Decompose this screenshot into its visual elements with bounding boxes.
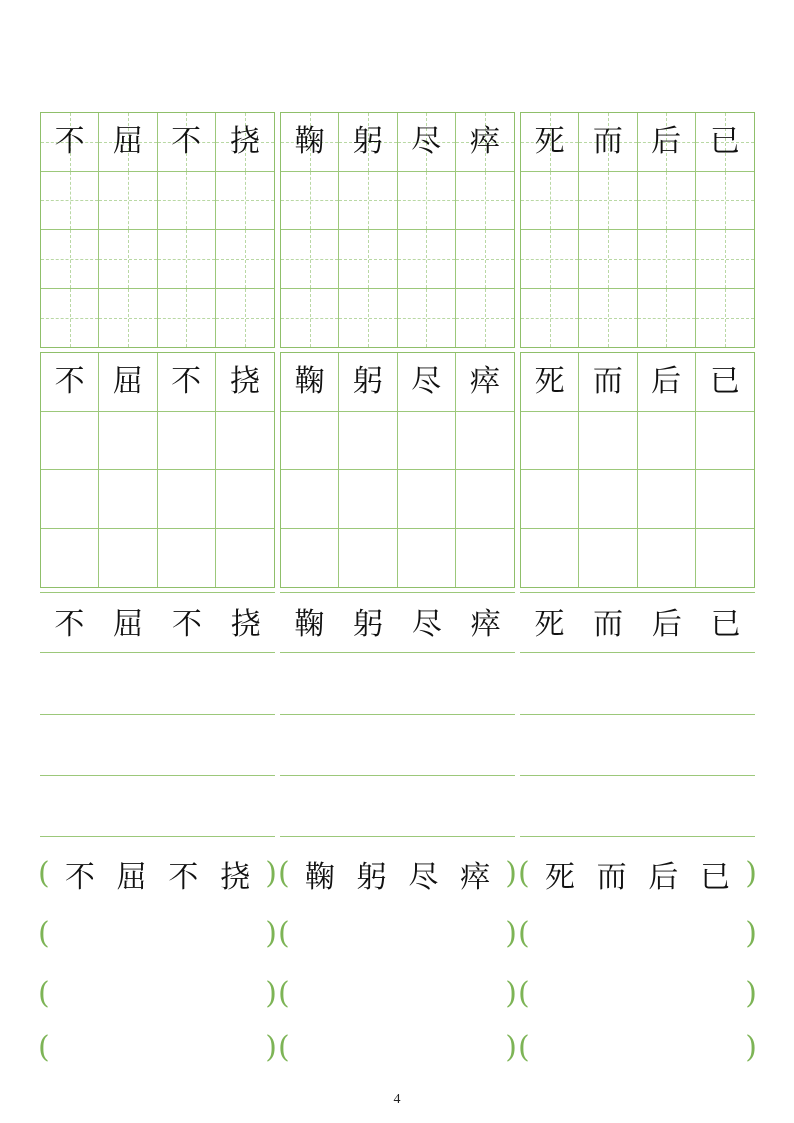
model-character: 挠 [229,363,260,399]
paren-writing-row[interactable] [520,1028,755,1068]
model-character: 屈 [113,607,144,642]
grid-cell[interactable] [521,412,579,471]
grid-cell[interactable] [216,289,274,348]
grid-cell[interactable] [696,230,754,289]
close-paren: ) [265,916,277,951]
ruled-line [280,775,515,776]
grid-cell[interactable] [638,412,696,471]
model-character: 后 [651,607,682,642]
model-character: 不 [168,860,199,895]
model-character: 不 [171,363,202,399]
ruled-model-phrase [520,607,755,642]
grid-cell[interactable] [696,172,754,231]
dashed-grid-block-3 [520,112,755,348]
dashed-grid-block-2 [280,112,515,348]
grid-cell[interactable] [41,113,99,172]
grid-cell[interactable] [216,412,274,471]
writing-line-area[interactable] [40,654,275,710]
ruled-line [40,775,275,776]
open-paren: ( [518,916,530,951]
grid-cell[interactable] [158,529,216,588]
dashed-grid-section [40,112,756,348]
grid-cell[interactable] [158,470,216,529]
writing-line-area[interactable] [520,716,755,772]
model-character: 不 [54,123,85,159]
close-paren: ) [265,1030,277,1065]
open-paren: ( [38,856,50,891]
grid-cell[interactable] [456,172,514,231]
model-character: 瘁 [469,123,500,159]
model-character: 鞠 [304,860,335,895]
model-character: 鞠 [294,363,325,399]
paren-writing-row[interactable] [520,914,755,954]
grid-cell[interactable] [41,412,99,471]
grid-cell[interactable] [579,289,637,348]
model-character: 后 [651,123,682,159]
grid-cell[interactable] [638,470,696,529]
grid-cell[interactable] [521,289,579,348]
model-character: 躬 [356,860,387,895]
plain-grid-block-1 [40,352,275,588]
close-paren: ) [745,1030,757,1065]
open-paren: ( [38,916,50,951]
open-paren: ( [278,916,290,951]
grid-cell[interactable] [158,289,216,348]
close-paren: ) [505,1030,517,1065]
paren-model-phrase [54,854,261,894]
close-paren: ) [505,976,517,1011]
grid-cell[interactable] [579,353,637,412]
model-character: 躬 [353,607,384,642]
grid-cell[interactable] [281,113,339,172]
grid-cell[interactable] [216,230,274,289]
paren-writing-row[interactable] [40,1028,275,1068]
model-character: 死 [544,860,575,895]
grid-cell[interactable] [579,529,637,588]
ruled-line [40,652,275,653]
paren-writing-row[interactable] [280,1028,515,1068]
close-paren: ) [505,916,517,951]
grid-cell[interactable] [638,172,696,231]
ruled-model-phrase [280,607,515,642]
grid-cell[interactable] [281,172,339,231]
grid-cell[interactable] [521,529,579,588]
grid-cell[interactable] [339,172,397,231]
paren-block-3 [520,852,755,1072]
paren-block-2 [280,852,515,1072]
paren-model-phrase [294,854,501,894]
grid-cell[interactable] [216,172,274,231]
grid-cell[interactable] [696,470,754,529]
grid-cell[interactable] [41,353,99,412]
model-character: 不 [54,363,85,399]
grid-cell[interactable] [398,113,456,172]
paren-writing-row[interactable] [280,914,515,954]
model-character: 躬 [352,363,383,399]
grid-cell[interactable] [99,412,157,471]
grid-cell[interactable] [638,113,696,172]
close-paren: ) [505,856,517,891]
grid-cell[interactable] [158,113,216,172]
model-character: 挠 [229,123,260,159]
plain-grid-block-2 [280,352,515,588]
ruled-line [520,775,755,776]
model-character: 已 [709,123,740,159]
grid-cell[interactable] [216,353,274,412]
grid-cell[interactable] [339,289,397,348]
grid-cell[interactable] [696,353,754,412]
grid-cell[interactable] [456,470,514,529]
model-character: 已 [710,607,741,642]
model-character: 屈 [112,363,143,399]
model-character: 而 [592,123,623,159]
grid-cell[interactable] [398,353,456,412]
model-character: 屈 [116,860,147,895]
grid-cell[interactable] [281,289,339,348]
grid-cell[interactable] [216,113,274,172]
ruled-line [40,836,275,837]
grid-cell[interactable] [521,113,579,172]
grid-cell[interactable] [521,172,579,231]
model-character: 瘁 [460,860,491,895]
grid-cell[interactable] [99,353,157,412]
grid-cell[interactable] [339,529,397,588]
grid-cell[interactable] [696,113,754,172]
grid-cell[interactable] [521,230,579,289]
model-character: 瘁 [470,607,501,642]
grid-cell[interactable] [398,289,456,348]
page-number: 4 [393,1092,401,1107]
model-character: 而 [593,607,624,642]
grid-cell[interactable] [638,529,696,588]
grid-cell[interactable] [456,412,514,471]
open-paren: ( [38,1030,50,1065]
grid-cell[interactable] [41,172,99,231]
model-character: 死 [534,363,565,399]
ruled-line [40,592,275,593]
model-character: 屈 [112,123,143,159]
grid-cell[interactable] [339,412,397,471]
model-character: 尽 [411,607,442,642]
paren-model-row [520,854,755,894]
grid-cell[interactable] [398,172,456,231]
writing-line-area[interactable] [280,654,515,710]
grid-cell[interactable] [216,470,274,529]
model-character: 死 [534,123,565,159]
grid-cell[interactable] [456,529,514,588]
grid-cell[interactable] [339,230,397,289]
ruled-lines-section [40,592,756,842]
model-character: 鞠 [294,607,325,642]
grid-cell[interactable] [521,470,579,529]
grid-cell[interactable] [339,353,397,412]
ruled-line [520,714,755,715]
grid-cell[interactable] [579,113,637,172]
grid-cell[interactable] [281,529,339,588]
grid-cell[interactable] [638,289,696,348]
model-character: 鞠 [294,123,325,159]
ruled-model-phrase [40,607,275,642]
grid-cell[interactable] [339,470,397,529]
grid-cell[interactable] [638,230,696,289]
grid-cell[interactable] [579,230,637,289]
model-character: 尽 [411,363,442,399]
model-character: 尽 [408,860,439,895]
plain-grid-block-3 [520,352,755,588]
writing-line-area[interactable] [520,654,755,710]
grid-cell[interactable] [638,353,696,412]
model-character: 不 [171,607,202,642]
grid-cell[interactable] [99,529,157,588]
grid-cell[interactable] [99,113,157,172]
grid-cell[interactable] [158,412,216,471]
grid-cell[interactable] [41,289,99,348]
model-character: 尽 [411,123,442,159]
model-character: 已 [700,860,731,895]
ruled-line [520,652,755,653]
ruled-line [520,592,755,593]
grid-cell[interactable] [158,353,216,412]
grid-cell[interactable] [99,172,157,231]
open-paren: ( [278,976,290,1011]
close-paren: ) [265,856,277,891]
model-character: 而 [592,363,623,399]
paren-block-1 [40,852,275,1072]
grid-cell[interactable] [696,529,754,588]
grid-cell[interactable] [398,230,456,289]
grid-cell[interactable] [696,412,754,471]
model-character: 不 [64,860,95,895]
grid-cell[interactable] [99,230,157,289]
grid-cell[interactable] [216,529,274,588]
paren-writing-row[interactable] [40,914,275,954]
model-character: 死 [534,607,565,642]
grid-cell[interactable] [281,353,339,412]
grid-cell[interactable] [41,529,99,588]
grid-cell[interactable] [398,470,456,529]
grid-cell[interactable] [281,230,339,289]
paren-writing-row[interactable] [40,974,275,1014]
grid-cell[interactable] [456,353,514,412]
model-character: 瘁 [469,363,500,399]
ruled-line [40,714,275,715]
paren-section [40,852,756,1072]
paren-model-row [40,854,275,894]
plain-grid-section [40,352,756,588]
grid-cell[interactable] [456,289,514,348]
open-paren: ( [518,1030,530,1065]
close-paren: ) [745,916,757,951]
grid-cell[interactable] [579,412,637,471]
model-character: 已 [709,363,740,399]
ruled-line [280,714,515,715]
paren-model-phrase [534,854,741,894]
writing-line-area[interactable] [40,777,275,833]
model-character: 后 [648,860,679,895]
grid-cell[interactable] [456,113,514,172]
grid-cell[interactable] [158,172,216,231]
model-character: 而 [596,860,627,895]
grid-cell[interactable] [696,289,754,348]
open-paren: ( [38,976,50,1011]
open-paren: ( [518,976,530,1011]
model-character: 挠 [230,607,261,642]
grid-cell[interactable] [99,289,157,348]
paren-model-row [280,854,515,894]
writing-line-area[interactable] [280,716,515,772]
model-character: 躬 [352,123,383,159]
ruled-line [280,592,515,593]
ruled-line [520,836,755,837]
grid-cell[interactable] [99,470,157,529]
grid-cell[interactable] [579,470,637,529]
open-paren: ( [278,856,290,891]
paren-writing-row[interactable] [520,974,755,1014]
writing-line-area[interactable] [40,716,275,772]
grid-cell[interactable] [41,230,99,289]
writing-line-area[interactable] [520,777,755,833]
grid-cell[interactable] [158,230,216,289]
grid-cell[interactable] [521,353,579,412]
grid-cell[interactable] [398,412,456,471]
writing-line-area[interactable] [280,777,515,833]
model-character: 后 [651,363,682,399]
ruled-line [280,652,515,653]
paren-writing-row[interactable] [280,974,515,1014]
close-paren: ) [265,976,277,1011]
open-paren: ( [278,1030,290,1065]
model-character: 挠 [220,860,251,895]
model-character: 不 [54,607,85,642]
close-paren: ) [745,976,757,1011]
grid-cell[interactable] [456,230,514,289]
dashed-grid-block-1 [40,112,275,348]
grid-cell[interactable] [398,529,456,588]
grid-cell[interactable] [339,113,397,172]
ruled-line [280,836,515,837]
model-character: 不 [171,123,202,159]
open-paren: ( [518,856,530,891]
grid-cell[interactable] [579,172,637,231]
close-paren: ) [745,856,757,891]
grid-cell[interactable] [281,412,339,471]
grid-cell[interactable] [281,470,339,529]
grid-cell[interactable] [41,470,99,529]
